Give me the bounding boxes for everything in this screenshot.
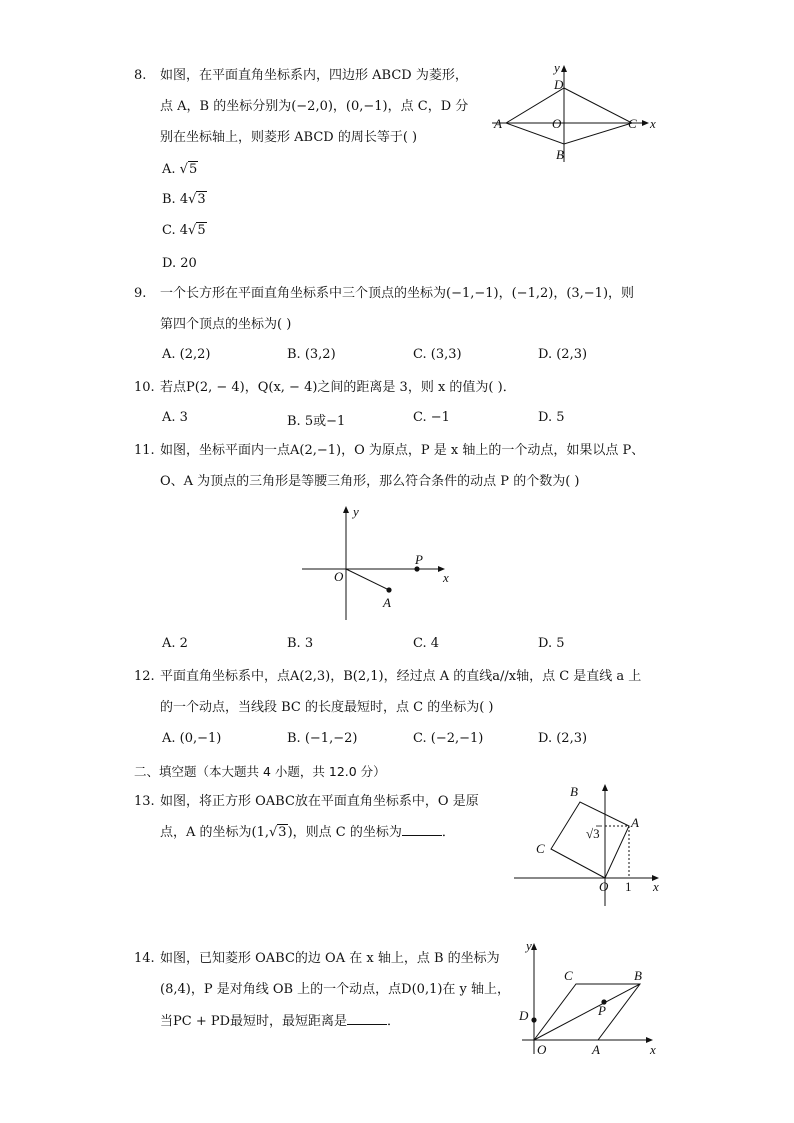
q11-line-1: 如图，坐标平面内一点A(2,−1)，O 为原点，P 是 x 轴上的一个动点，如果以点 P、	[160, 443, 645, 458]
q14-number: 14.	[134, 951, 155, 966]
q14-line-2: (8,4)，P 是对角线 OB 上的一个动点，点D(0,1)在 y 轴上，	[160, 982, 511, 997]
q13-number: 13.	[134, 794, 155, 809]
q8-rhombus	[506, 88, 632, 144]
q9-option-a[interactable]: A. (2,2)	[162, 347, 211, 362]
q11-option-c[interactable]: C. 4	[413, 636, 440, 651]
q8-label-o: O	[552, 116, 562, 131]
q10-option-d[interactable]: D. 5	[538, 410, 565, 425]
q8-option-d[interactable]: D. 20	[162, 256, 197, 271]
q14-label-o: O	[537, 1042, 547, 1057]
q13-label-a: A	[631, 815, 639, 830]
q8-line-3: 别在坐标轴上，则菱形 ABCD 的周长等于( )	[160, 130, 418, 145]
q9-option-b[interactable]: B. (3,2)	[287, 347, 336, 362]
q14-label-d: D	[519, 1008, 529, 1023]
q10-option-b[interactable]: B. 5或−1	[287, 414, 346, 429]
q14-rhombus-figure	[512, 936, 667, 1061]
q8-label-x: x	[650, 116, 656, 131]
q11-label-x: x	[443, 570, 449, 585]
q8-number: 8.	[134, 68, 147, 83]
q9-number: 9.	[134, 286, 147, 301]
q13-square-figure	[510, 780, 670, 910]
q13-label-o: O	[599, 879, 609, 894]
q12-number: 12.	[134, 669, 155, 684]
q10-option-c[interactable]: C. −1	[413, 410, 450, 425]
q8-line-1: 如图，在平面直角坐标系内，四边形 ABCD 为菱形，	[160, 68, 468, 83]
q11-segment-oa	[346, 569, 389, 590]
q12-line-2: 的一个动点，当线段 BC 的长度最短时，点 C 的坐标为( )	[160, 700, 494, 715]
q9-line-1: 一个长方形在平面直角坐标系中三个顶点的坐标为(−1,−1)，(−1,2)，(3,−1)，则	[160, 286, 635, 301]
q14-label-p: P	[598, 1003, 606, 1018]
q11-number: 11.	[134, 443, 155, 458]
q13-line-2: 点，A 的坐标为(1,√3)，则点 C 的坐标为 ．	[160, 825, 455, 840]
q12-option-a[interactable]: A. (0,−1)	[162, 731, 222, 746]
q8-label-c: C	[628, 116, 637, 131]
q11-label-a: A	[383, 595, 391, 610]
q14-line-3: 当PC + PD最短时，最短距离是 ．	[160, 1014, 401, 1029]
q8-option-c[interactable]: C. 4√5	[162, 223, 206, 238]
q11-option-d[interactable]: D. 5	[538, 636, 565, 651]
q10-option-a[interactable]: A. 3	[162, 410, 188, 425]
q11-label-p: P	[415, 552, 423, 567]
q13-line-1: 如图，将正方形 OABC放在平面直角坐标系中，O 是原	[160, 794, 479, 809]
q11-axes-figure	[298, 502, 468, 624]
q10-number: 10.	[134, 380, 155, 395]
q11-label-o: O	[334, 569, 344, 584]
q11-line-2: O、A 为顶点的三角形是等腰三角形，那么符合条件的动点 P 的个数为( )	[160, 474, 580, 489]
q10-line-1: 若点P(2, − 4)，Q(x, − 4)之间的距离是 3，则 x 的值为( )．	[160, 380, 516, 395]
q14-label-b: B	[634, 968, 642, 983]
q9-line-2: 第四个顶点的坐标为( )	[160, 317, 292, 332]
section-heading: 二、填空题（本大题共 4 小题，共 12.0 分）	[134, 764, 386, 779]
q8-option-b[interactable]: B. 4√3	[162, 192, 206, 207]
q8-label-y: y	[554, 60, 560, 75]
q13-label-x: x	[653, 879, 659, 894]
q14-label-y: y	[526, 938, 532, 953]
q13-label-sqrt3: √3	[586, 826, 600, 841]
q14-answer-blank[interactable]	[347, 1012, 387, 1025]
q13-label-1: 1	[625, 879, 632, 894]
q8-label-b: B	[556, 147, 564, 162]
q9-option-c[interactable]: C. (3,3)	[413, 347, 462, 362]
q9-option-d[interactable]: D. (2,3)	[538, 347, 588, 362]
q14-label-c: C	[564, 968, 573, 983]
q14-diagonal-ob	[534, 984, 640, 1040]
q13-label-c: C	[536, 841, 545, 856]
q13-answer-blank[interactable]	[402, 823, 442, 836]
q11-option-b[interactable]: B. 3	[287, 636, 314, 651]
q14-label-x: x	[650, 1042, 656, 1057]
q8-line-2: 点 A，B 的坐标分别为(−2,0)，(0,−1)，点 C，D 分	[160, 99, 469, 114]
q8-label-d: D	[554, 77, 564, 92]
q8-option-a[interactable]: A. √5	[162, 162, 198, 177]
q12-option-d[interactable]: D. (2,3)	[538, 731, 588, 746]
q11-point-p	[414, 566, 419, 571]
q13-label-b: B	[570, 784, 578, 799]
q12-line-1: 平面直角坐标系中，点A(2,3)，B(2,1)，经过点 A 的直线a//x轴，点 C 是直线 a 上	[160, 669, 642, 684]
q11-label-y: y	[353, 504, 359, 519]
q11-option-a[interactable]: A. 2	[162, 636, 188, 651]
q8-rhombus-figure	[488, 58, 668, 168]
q14-line-1: 如图，已知菱形 OABC的边 OA 在 x 轴上，点 B 的坐标为	[160, 951, 500, 966]
q11-point-a	[386, 587, 391, 592]
q12-option-b[interactable]: B. (−1,−2)	[287, 731, 358, 746]
q8-label-a: A	[494, 116, 502, 131]
q14-point-d	[531, 1017, 536, 1022]
q12-option-c[interactable]: C. (−2,−1)	[413, 731, 484, 746]
q14-label-a: A	[592, 1042, 600, 1057]
